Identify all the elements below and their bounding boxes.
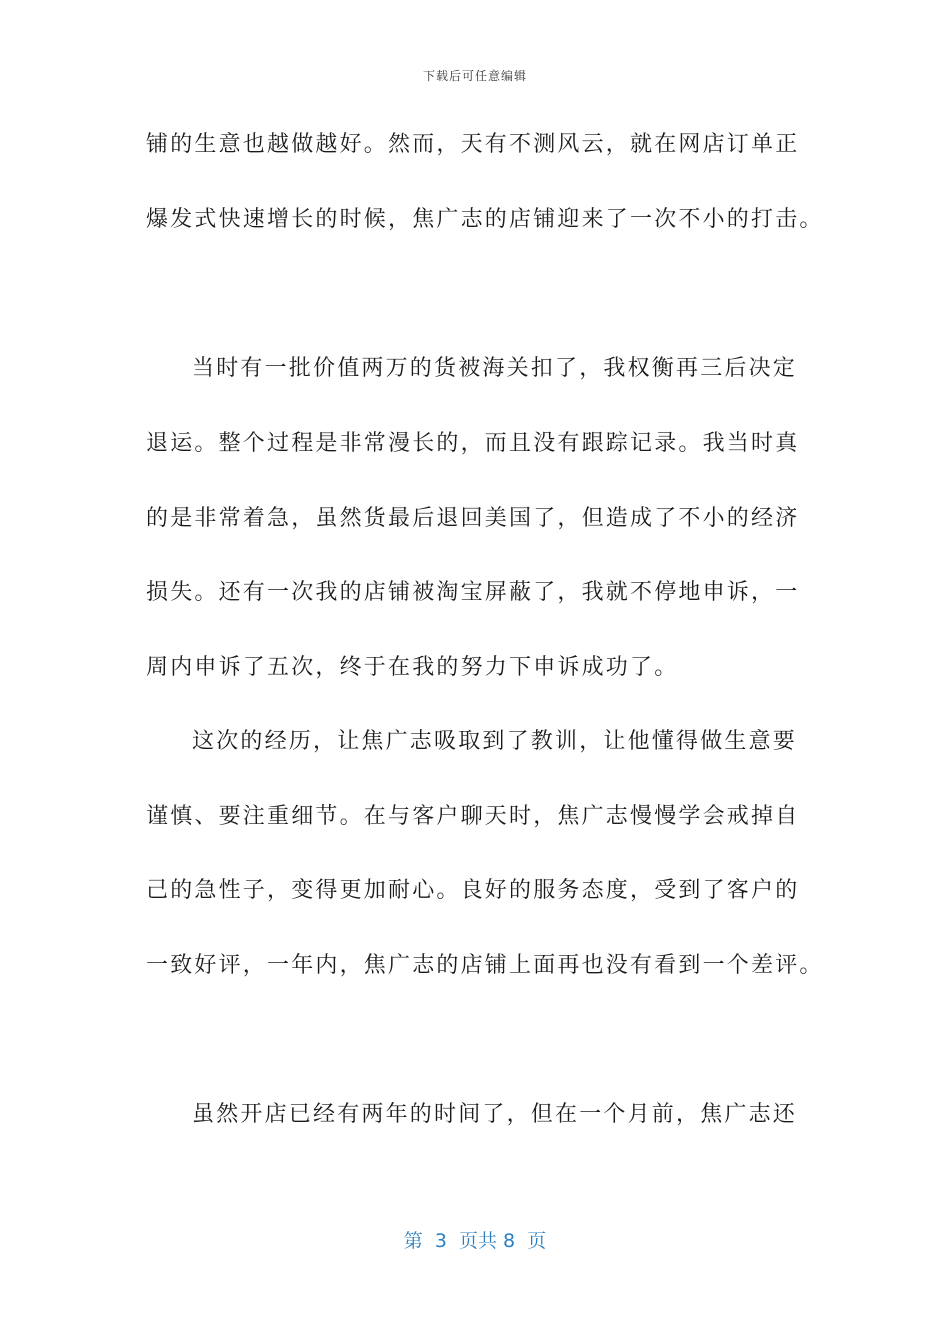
page-number-footer: 第 3 页共 8 页 [403,1230,547,1252]
body-line-10: 己的急性子，变得更加耐心。良好的服务态度，受到了客户的 [146,878,800,903]
body-line-11: 一致好评，一年内，焦广志的店铺上面再也没有看到一个差评。 [146,953,824,978]
body-line-1: 铺的生意也越做越好。然而，天有不测风云，就在网店订单正 [146,132,800,157]
body-line-12: 虽然开店已经有两年的时间了，但在一个月前，焦广志还 [192,1102,798,1127]
header-note: 下载后可任意编辑 [422,69,527,83]
body-line-2: 爆发式快速增长的时候，焦广志的店铺迎来了一次不小的打击。 [146,207,824,232]
body-line-6: 损失。还有一次我的店铺被淘宝屏蔽了，我就不停地申诉，一 [146,580,800,605]
body-line-8: 这次的经历，让焦广志吸取到了教训，让他懂得做生意要 [192,729,798,754]
body-line-7: 周内申诉了五次，终于在我的努力下申诉成功了。 [146,655,679,680]
body-line-5: 的是非常着急，虽然货最后退回美国了，但造成了不小的经济 [146,506,800,531]
body-line-4: 退运。整个过程是非常漫长的，而且没有跟踪记录。我当时真 [146,431,800,456]
body-line-9: 谨慎、要注重细节。在与客户聊天时，焦广志慢慢学会戒掉自 [146,804,800,829]
body-line-3: 当时有一批价值两万的货被海关扣了，我权衡再三后决定 [192,356,798,381]
